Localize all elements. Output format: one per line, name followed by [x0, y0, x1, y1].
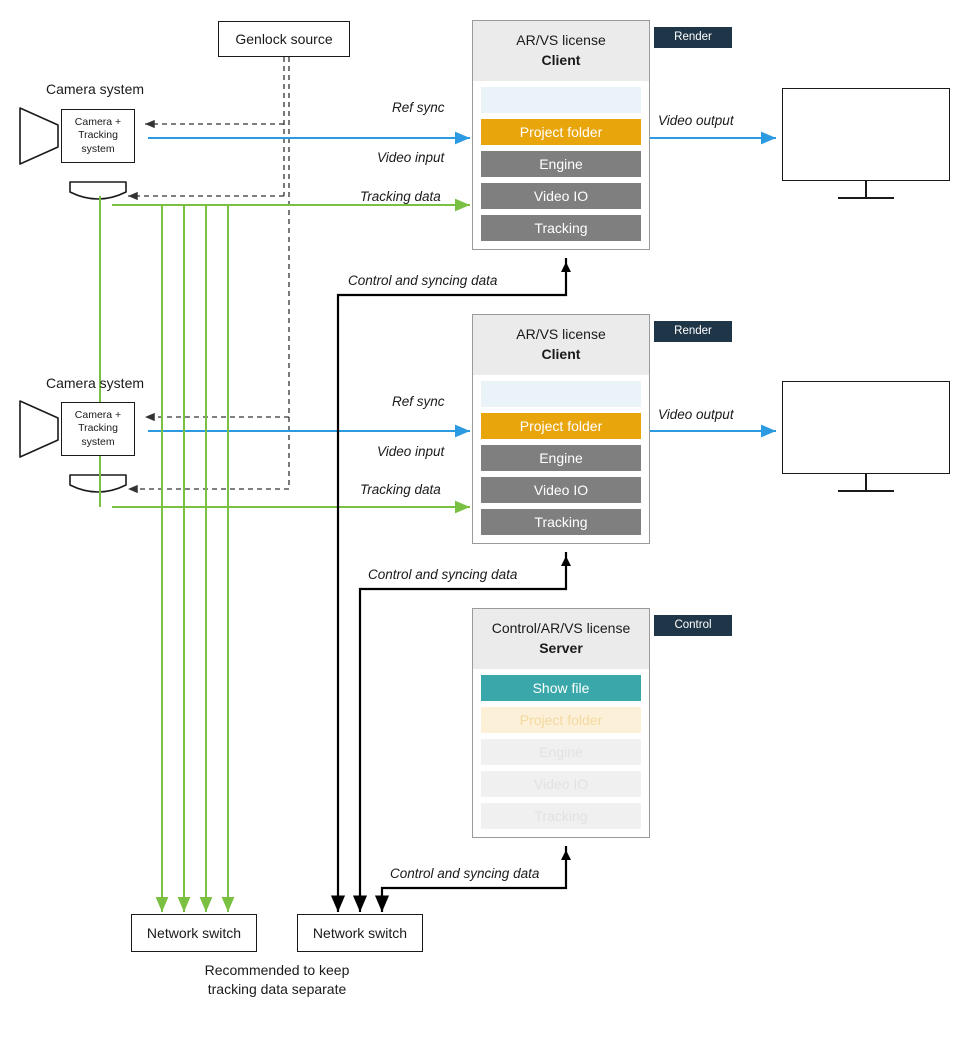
machine-client-2-row-project-folder: Project folder: [481, 413, 641, 439]
label-video-input-2: Video input: [377, 444, 445, 459]
machine-client-2: [472, 314, 650, 544]
machine-client-1-row-tracking: Tracking: [481, 215, 641, 241]
machine-client-1-row-project-folder: Project folder: [481, 119, 641, 145]
machine-client-1-license: AR/VS license: [516, 32, 606, 48]
machine-client-1-role: Client: [541, 52, 581, 69]
genlock-source-box: [218, 21, 350, 57]
camera-system-2-title: Camera system: [46, 375, 145, 391]
tracking-separation-note-line2: tracking data separate: [207, 980, 347, 997]
network-switch-tracking: [131, 914, 257, 952]
camera-2-line1: Camera +: [74, 409, 122, 422]
monitor-output-1-foot: [838, 197, 894, 199]
monitor-output-2-stand: [865, 474, 867, 490]
machine-client-1-row-engine: Engine: [481, 151, 641, 177]
camera-1-line2: Tracking: [78, 129, 118, 142]
machine-client-1-row-video-io: Video IO: [481, 183, 641, 209]
monitor-output-1-screen: [782, 88, 950, 181]
monitor-output-1: [782, 88, 950, 199]
machine-server: [472, 608, 650, 838]
machine-client-2-row-tracking: Tracking: [481, 509, 641, 535]
machine-client-2-row-engine: Engine: [481, 445, 641, 471]
label-ref-sync-2: Ref sync: [392, 394, 445, 409]
label-control-sync-3: Control and syncing data: [390, 866, 540, 881]
network-switch-tracking-label: Network switch: [146, 925, 242, 941]
machine-client-1-tag: Render: [654, 27, 732, 48]
machine-client-2-row-video-io: Video IO: [481, 477, 641, 503]
machine-client-2-rows: [473, 375, 649, 543]
genlock-source-label: Genlock source: [235, 31, 333, 47]
machine-client-1: [472, 20, 650, 250]
label-tracking-data-1: Tracking data: [360, 189, 441, 204]
machine-server-row-engine: Engine: [481, 739, 641, 765]
label-video-output-2: Video output: [658, 407, 734, 422]
machine-client-2-role: Client: [541, 346, 581, 363]
machine-client-2-header: [473, 315, 649, 375]
monitor-output-1-stand: [865, 181, 867, 197]
machine-server-license: Control/AR/VS license: [491, 620, 631, 636]
label-tracking-data-2: Tracking data: [360, 482, 441, 497]
machine-server-role: Server: [539, 640, 583, 657]
machine-server-row-project-folder: Project folder: [481, 707, 641, 733]
machine-client-1-rows: [473, 81, 649, 249]
label-video-input-1: Video input: [377, 150, 445, 165]
machine-client-2-row-blank: [481, 381, 641, 407]
camera-2-line3: system: [81, 435, 115, 448]
network-switch-control-label: Network switch: [312, 925, 408, 941]
machine-server-header: [473, 609, 649, 669]
tracking-separation-note-line1: Recommended to keep: [204, 962, 350, 978]
machine-client-1-header: [473, 21, 649, 81]
camera-1-line3: system: [81, 142, 115, 155]
monitor-output-2-foot: [838, 490, 894, 492]
label-video-output-1: Video output: [658, 113, 734, 128]
machine-server-row-tracking: Tracking: [481, 803, 641, 829]
label-control-sync-2: Control and syncing data: [368, 567, 518, 582]
camera-system-2-body: [61, 402, 135, 456]
tracking-separation-note: [131, 961, 423, 999]
machine-client-2-tag: Render: [654, 321, 732, 342]
machine-client-1-row-blank: [481, 87, 641, 113]
camera-1-line1: Camera +: [74, 116, 122, 129]
machine-server-tag: Control: [654, 615, 732, 636]
monitor-output-2: [782, 381, 950, 492]
network-switch-control: [297, 914, 423, 952]
camera-2-line2: Tracking: [78, 422, 118, 435]
machine-server-rows: [473, 669, 649, 837]
machine-client-2-license: AR/VS license: [516, 326, 606, 342]
camera-system-1-title: Camera system: [46, 81, 145, 97]
label-ref-sync-1: Ref sync: [392, 100, 445, 115]
camera-system-1-body: [61, 109, 135, 163]
machine-server-row-video-io: Video IO: [481, 771, 641, 797]
label-control-sync-1: Control and syncing data: [348, 273, 498, 288]
monitor-output-2-screen: [782, 381, 950, 474]
machine-server-row-show-file: Show file: [481, 675, 641, 701]
